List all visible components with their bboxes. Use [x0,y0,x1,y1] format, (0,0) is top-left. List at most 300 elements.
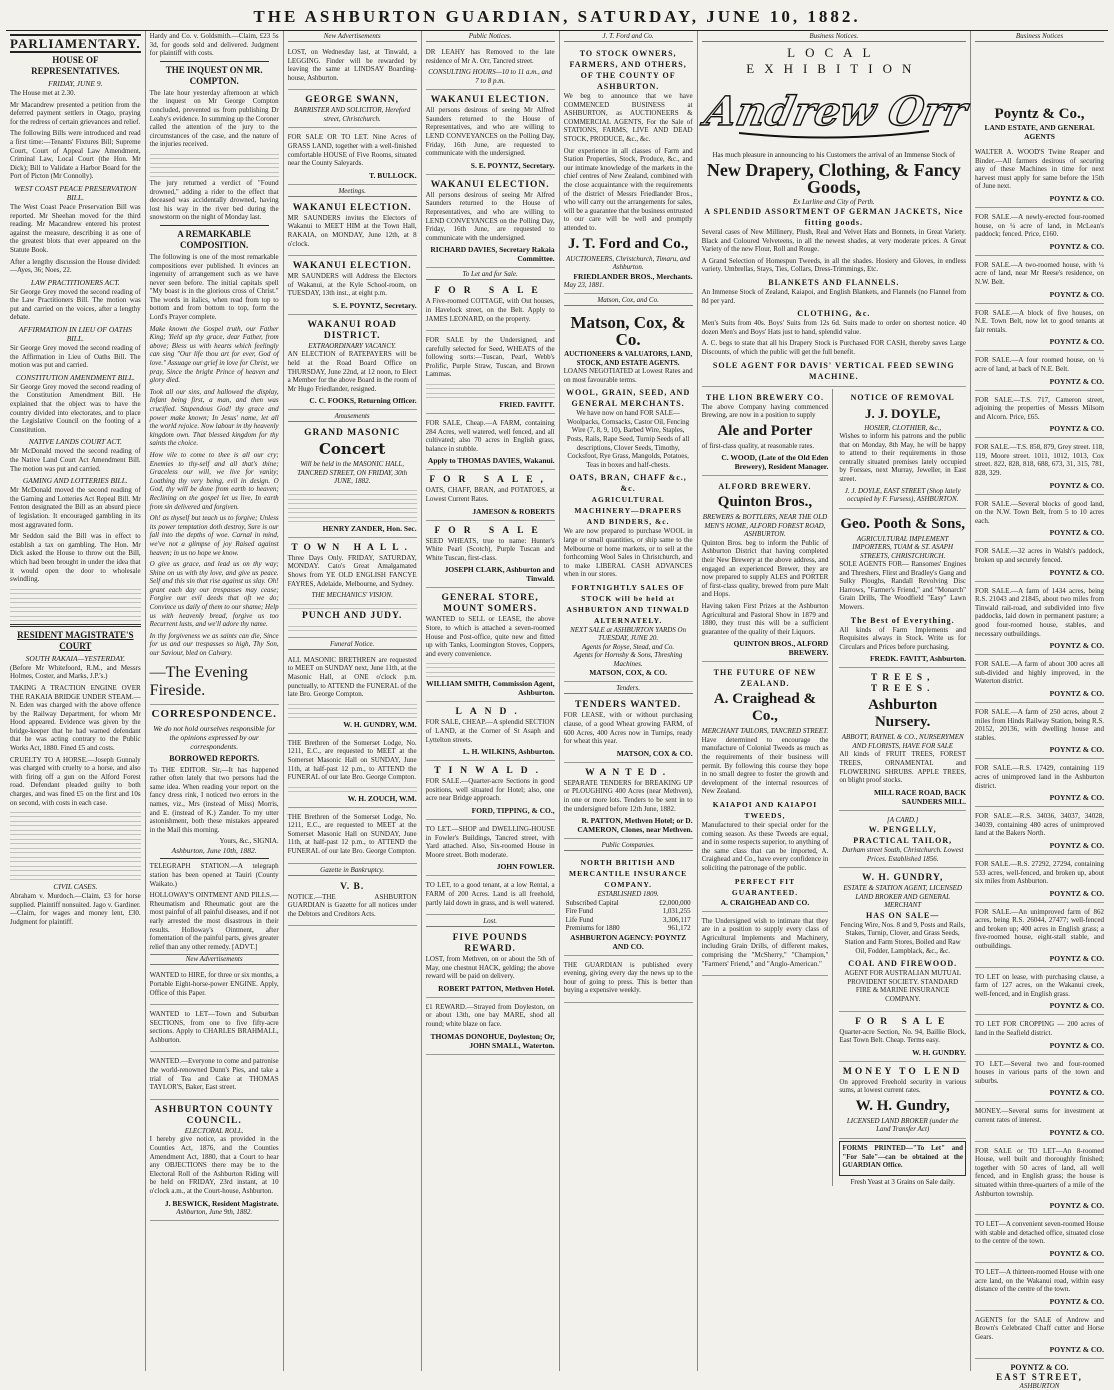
ad-text: WANTED to LET—Town and Suburban SECTIONS, from one to five fifty-acre sections. Apply to CHARLES BRAHMALL, Ashburton. [149,1010,279,1044]
advertisement [288,45,417,90]
text-filler [10,855,141,862]
ad-title: NORTH BRITISH AND MERCANTILE INSURANCE COMPANY. [569,858,688,890]
correspondence-note: We do not hold ourselves responsible for the opinions expressed by our correspondents. [153,723,276,751]
text-filler [10,837,141,844]
listing-text: TO LET FOR CROPPING — 200 acres of land in the Seafield district. [975,1020,1105,1038]
table-row [564,916,693,925]
table-cell: Life Fund [565,915,594,924]
listing-text: FOR SALE.—A block of five houses, on N.E. Town Belt, now let to good tenants at fair rentals. [975,308,1105,334]
paragraph: The late hour yesterday afternoon at which the inquest on Mr George Compton concluded, prevented us from publishing Dr Leahy's evidence. In summing up the Coroner called the attention of the jury to the circumstances of the case, and the nature of the injuries received. [149,88,279,149]
advertisement [564,697,693,762]
listing-text: FOR SALE.—T.S. 717, Cameron street, adjoining the properties of Messrs Milsom and Alcorn. Price, £65. [975,395,1105,421]
divider [160,225,269,226]
ad-signature: POYNTZ & CO. [1010,1362,1069,1372]
listing-item [975,1313,1104,1359]
ad-text: All kinds of Farm Implements and Requisites always in Stock. Write us for Circulars and Prices before purchasing. [839,625,967,651]
advertisement-quinton [702,478,829,662]
ad-title: W. PENGELLY, PRACTICAL TAILOR, [853,825,953,846]
advertisement [288,317,417,410]
ad-text: FOR LEASE, with or without purchasing clause, of a good Wheat growing FARM, of 600 Acres, 400 Acres now in Turnips, ready for wheat this year. [563,711,693,746]
ad-text: LOST, from Methven, on or about the 5th of May, one chestnut HACK, gelding; the above reward will be paid on delivery. [425,955,555,981]
advertisement [150,1102,279,1221]
listing-item [975,761,1104,807]
table-cell: Fire Fund [565,907,594,916]
columns [6,31,1108,1390]
listing-text: TO LET—A convenient seven-roomed House with stable and detached office, situated close to the centre of the town. [975,1220,1105,1246]
advertisement [288,736,417,808]
text-filler [150,170,279,177]
paragraph: Abraham v. Murdoch.—Claim, £3 for horse supplied. Plaintiff nonsuited. Jago v. Gardiner.—Claim, for wages and money lent, £30. Judgment for plaintiff. [10,892,141,926]
listing-text: FOR SALE.—A farm of 250 acres, about 2 miles from Hinds Railway Station, being R.S. 20152, 20136, with dwelling house and stables. [975,707,1105,742]
ad-subtitle: HOSIER, CLOTHIER, &c., [864,423,942,432]
listing-text: FOR SALE.—A farm of about 300 acres all sub-divided and highly improved, in the Waterton district. [975,660,1105,686]
headline-correspondence: CORRESPONDENCE. [151,707,277,720]
ad-title: GEORGE SWANN, [305,95,400,106]
section-header: New Advertisements [288,32,417,42]
listing-text: FOR SALE.—R.S. 34036, 34037, 34028, 34039, containing 480 acres of unimproved land at the Bakers North. [975,812,1105,838]
text-filler [288,497,417,504]
exhibition-heading: LOCAL EXHIBITION [746,45,922,76]
ad-title: The Best of Everything. [850,615,955,625]
table-cell: 961,172 [667,924,691,933]
ad-text: Wishes to inform his patrons and the public that on Monday, 8th May, he will be happy to attend to their requirements in those centrally situated premises lately occupied by Forsses, next Murray, Jeweller, in East street. [839,432,967,483]
ad-text: £1 REWARD.—Strayed from Doyleston, on or about 13th, one bay MARE, shod all round; white blaze on face. [425,1002,555,1029]
ad-signature: MATSON, COX, & CO. [589,668,667,678]
ad-text: Our experience in all classes of Farm and Station Properties, Stock, Produce, &c., and our intimate knowledge of the markets in the chief centres of New Zealand, combined with the close acquaintance with the requirements of the district of Messrs Friedlander Bros., who will carry out the arrangements for sales, will be a guarantee that the business entrusted to our care will be well and promptly attended to. [563,146,693,232]
ad-title: OATS, BRAN, CHAFF &c., &c. [569,473,687,494]
poem: O give us grace, and lead us on thy way; Shine on us with thy love, and give us peace. Self and this sin that rise against us slay. Oh! grant each day our trespasses may cease; Forgive our evil deeds that oft we do; Convince us daily of them to our shame; Help us with heavenly bread, forgive us too Recurrent lusts, and we'll adore thy name. [149,560,279,629]
ad-title: WANTED. [585,767,672,778]
paragraph: TAKING A TRACTION ENGINE OVER THE RAKAIA BRIDGE UNDER STEAM.—N. Eden was charged with the above offence by the Railway Department, for whom Mr Hood appeared. Evidence was given by the bridge-keeper that he had warned defendant that he was acting contrary to the Public Works Act, 1880. Fined £5 and costs. [10,683,141,753]
paragraph: The House met at 2.30. [10,89,76,97]
listing-text: FOR SALE.—Several blocks of good land, on the N.W. Town Belt, from 5 to 10 acres each. [975,499,1105,525]
text-filler [10,596,141,603]
ad-signature: J. BESWICK, Resident Magistrate. [164,1198,279,1208]
ad-subtitle: BARRISTER AND SOLICITOR, Hereford street, Christchurch. [294,106,411,123]
ad-title: TREES, TREES. [870,673,935,695]
advertisement-doyle [839,389,966,509]
advertisement-gundry [839,870,966,1011]
ad-text: FOR SALE OR TO LET. Nine Acres of GRASS LAND, together with a well-finished comfortable HOUSE of Five Rooms, situated near the County Saleyards. [287,133,417,168]
ad-subtitle: CONSULTING HOURS—10 to 11 a.m., and 7 to 8 p.m. [428,68,553,85]
advertisement [426,822,555,876]
paragraph: The jury returned a verdict of "Found drowned," adding a rider to the effect that deceased was accidentally drowned, having lost his way in the river bed during the snowstorm on the night of Monday last. [149,178,279,222]
advertisement [150,1007,279,1052]
listing-signature: POYNTZ & CO. [1049,528,1105,538]
text-filler [288,488,417,495]
listing-item [975,1217,1104,1263]
listing-item [975,657,1104,703]
table-row [564,924,693,933]
listing-signature: POYNTZ & CO. [1049,480,1105,490]
ad-signature: Apply to THOMAS DAVIES, Wakanui. [427,456,555,466]
listing-item [975,905,1104,968]
ad-title: TOWN HALL. [291,542,413,553]
advertisement [426,590,555,702]
listing-signature: POYNTZ & CO. [1049,953,1105,963]
ad-text: Have determined to encourage the manufacture of Colonial Tweeds as much as the requirements of their business will permit. By following this course they hope in no small degree to foster the growth and development of the internal resources of New Zealand. [701,735,829,796]
ad-text: A Grand Selection of Homespun Tweeds, in all the shades. Hosiery and Gloves, in endless variety. Umbrellas, Stays, Ties, Collars, Dress-Trimmings, Etc. [701,256,967,274]
listing-item [975,1057,1104,1103]
table-cell: 1,031,255 [662,907,691,916]
ad-subtitle: LAND ESTATE, AND GENERAL AGENTS [984,123,1095,141]
advertisement [426,763,555,820]
ad-date: Ashburton, June 9th, 1882. [176,1207,253,1216]
section-header: Amusements [288,412,417,422]
listing-signature: POYNTZ & CO. [1049,688,1105,698]
advertisement [288,92,417,128]
ad-text: FOR SALE.—Quarter-acre Sections in good positions, well situated for Hotel; also, one acre near Bridge approach. [425,777,555,803]
andrew-orr-logo [700,83,971,146]
ad-intro: Has much pleasure in announcing to his Customers the arrival of an Immense Stock of [712,151,956,159]
ad-title: FOR SALE [434,525,546,536]
ad-signature: ROBERT PATTON, Methven Hotel. [438,983,555,993]
advertisement [426,472,555,520]
listing-item [975,1104,1104,1141]
ad-text: TO LET.—SHOP and DWELLING-HOUSE in Fowler's Buildings, Tancred street, with Yard attached. Also, Six-roomed House in Moore street. Both moderate. [425,824,555,859]
ad-subtitle: MERCHANT TAILORS, TANCRED STREET. [701,727,829,736]
subheading: AFFIRMATION IN LIEU OF OATHS BILL. [18,325,132,344]
section-header: Public Notices. [426,32,555,42]
listing-signature: POYNTZ & CO. [1049,567,1105,577]
ad-text: Having taken First Prizes at the Ashburton Agricultural and Pastoral Show in 1879 and 1880, they trust this will be a sufficient guarantee of the quality of their Liquors. [701,601,829,636]
ad-text: WANTED.—Everyone to come and patronise the world-renowned Dunn's Pies, and take a trial of Tea and Cake at THOMAS TAYLOR'S, Baker, East street. [149,1057,279,1092]
section-header: To Let and for Sale. [426,270,555,280]
ad-text: A Five-roomed COTTAGE, with Out houses, in Havelock street, on the Belt. Apply to JAMES LEONARD, on the property. [425,297,555,323]
advertisement-pengelly [839,813,966,869]
paragraph: After a lengthy discussion the House divided:—Ayes, 36; Noes, 22. [10,257,141,275]
listing-text: TO LET.—Several two and four-roomed houses in various parts of the town and suburbs. [975,1059,1105,1085]
paragraph: (Before Mr Whitefoord, R.M., and Messrs Holmes, Coster, and Marks, J.P.'s.) [10,663,141,681]
listing-item [975,809,1104,855]
ad-text: I hereby give notice, as provided in the Counties Act, 1876, and the Counties Amendment Act, 1880, that a Court to hear any OBJECTIONS there may be to the Electoral Roll of the Ashburton Riding will be held on FRIDAY, 23rd instant, at 10 o'clock a.m., at the Court-house, Ashburton. [149,1135,279,1195]
ad-subtitle: EXTRAORDINARY VACANCY. [308,341,397,350]
ad-title: FOR SALE [855,1016,951,1027]
ad-signature: FORD, TIPPING, & CO., [471,805,555,815]
ad-subtitle: [A CARD.] [887,815,919,824]
ad-signature: C. WOOD, (Late of the Old Eden Brewery), Resident Manager. [721,453,829,472]
listing-signature: POYNTZ & CO. [1049,1040,1105,1050]
yeast-notice: Fresh Yeast at 3 Grains on Sale daily. [850,1177,955,1186]
section-header: New Advertisements [150,954,279,965]
ad-text: SEED WHEATS, true to name: Hunter's White Pearl (Scotch), Purple Tuscan and White Tuscan, first-class. [425,536,555,562]
text-filler [288,711,417,718]
ad-name: W. H. Gundry, [855,1097,950,1114]
ad-title: PERFECT FIT GUARANTEED. [731,876,799,897]
ad-title: WAKANUI ELECTION. [292,202,412,213]
section-header: Business Notices [975,32,1104,42]
listing-text: FOR SALE.—A farm of 1434 acres, being R.S. 21043 and 21845, about two miles from Tinwald rail-road, and subdivided into five paddocks, laid down in permanent pasture; a good four-roomed house, stables, and necessary outbuildings. [975,586,1105,638]
ad-text: NOTICE.—THE ASHBURTON GUARDIAN is Gazette for all notices under the Debtors and Creditors Acts. [287,892,417,918]
ad-text: We have now on hand FOR SALE— Woolpacks, Cornsacks, Castor Oil, Fencing Wire (7, 8, 9, 10), Barbed Wire, Staples, Posts, Rails, Rape Seed, Turnip Seeds of all descriptions, Clover Seeds, Timothy, Cocksfoot, Rye Grass, Mangolds, Potatoes, Teas in boxes and half-chests. [566,409,690,469]
ad-signature: T. BULLOCK. [369,170,417,180]
ad-subtitle: Agents for Hornsby & Sons, Threshing Machines. [573,651,683,668]
paragraph: Mr McDonald moved the second reading of the Native Land Court Act Amendment Bill. The motion was put and carried. [10,447,141,473]
ad-signature: S. E. POYNTZ, Secretary. [332,300,417,310]
ad-text: DR LEAHY has Removed to the late residence of Mr A. Orr, Tancred street. [425,48,555,65]
listing-signature: POYNTZ & CO. [1049,1127,1105,1137]
section-title-court: RESIDENT MAGISTRATE'S COURT [17,629,134,651]
ad-title: FORTNIGHTLY SALES OF STOCK will be held at ASHBURTON AND TINWALD ALTERNATELY. [566,582,690,625]
headline-composition: A REMARKABLE COMPOSITION. [177,228,252,250]
subheading: GAMING AND LOTTERIES BILL. [22,476,128,486]
paragraph: Mr Seddon said the Bill was in effect to establish a tax on gambling. The Hon. Mr Dick asked the House to throw out the Bill, which had been brought in under the idea that it would open the door to wholesale swindling. [10,532,141,584]
ad-title: WAKANUI ROAD DISTRICT. [307,319,397,341]
ad-title: TENDERS WANTED. [575,700,682,711]
ad-signature: W. H. GUNDRY, W.M. [343,719,417,729]
text-filler [10,614,141,621]
listing-text: FOR SALE.—A two-roomed house, with ¼ acre of land, near Mr Reese's residence, on N.W. Belt. [975,260,1105,286]
ad-subtitle: Agents for Royse, Stead, and Co. [582,642,675,651]
subheading: CONSTITUTION AMENDMENT BILL. [15,372,135,382]
subcolumn-right [839,389,966,1186]
listing-item [975,393,1104,439]
ad-title: THE LION BREWERY CO. [705,392,825,402]
ad-text: All persons desirous of seeing Mr Alfred Saunders returned to the House of Representatives, and who are willing to LEND CONVEYANCES on the Polling Day, Friday, 16th June, are requested to communicate with the undersigned. [425,190,555,242]
listing-item [975,1017,1104,1054]
paragraph: Sir George Grey moved the second reading of the Law Practitioners Bill. The motion was put and carried on the voices, after a lengthy debate. [10,287,141,322]
ad-signature: FRIED. FAVITT. [499,400,555,410]
ad-text: An Immense Stock of Zealand, Kaiapoi, and English Blankets, and Flannels (no Flannel from 8d per yard. [701,287,967,305]
ad-text: THE GUARDIAN is published every evening, giving every day the news up to the hour of going to press. This is better than buying a expensive weekly. [563,960,693,995]
advertisement [426,283,555,331]
ad-title: AGRICULTURAL MACHINERY—DRAPERS AND BINDERS, &c. [574,495,682,527]
masthead: THE ASHBURTON GUARDIAN, SATURDAY, JUNE 10, 1882. [6,6,1108,31]
ad-subtitle: AUCTIONEERS, Christchurch, Timaru, and Ashburton. [566,254,691,271]
listing-signature: POYNTZ & CO. [1049,1201,1105,1211]
advertisement [426,930,555,998]
ad-text: SOLE AGENTS FOR— Ransomes' Engines and Threshers, Flirst and Bradley's Gang and Sulky Ploughs, Randall Revolving Disc Harrows, "Farmer's Friend," and "Monarch" Grain Drills, The Woodfield "Easy" Lawn Mowers. [839,560,967,612]
paragraph: HOLLOWAY'S OINTMENT AND PILLS.—Rheumatism and Rheumatic gout are the most painful of all painful diseases, and if not early arrested the most disastrous in their results. Holloway's Ointment, after fomentation of the painful parts, gives greater relief than any other remedy. [ADVT.] [149,891,279,951]
advertisement [288,130,417,184]
text-filler [288,785,417,792]
ad-title: ASHBURTON COUNTY COUNCIL. [154,1104,274,1126]
subheading: LAW PRACTITIONERS ACT. [30,277,120,287]
text-filler [10,828,141,835]
ad-subtitle: Durham street South, Christchurch. Lowest Prices. Established 1856. [841,846,964,863]
listing-signature: POYNTZ & CO. [1049,1344,1105,1354]
ad-text: A. C. begs to state that all his Drapery Stock is Purchased FOR CASH, thereby saves Large Discounts, of which the public will get the full benefit. [701,339,967,356]
ad-text: LOST, on Wednesday last, at Tinwald, a LEGGING. Finder will be rewarded by leaving the same at LINDSAY Boarding-house, Ashburton. [287,48,417,82]
table-cell: £2,000,000 [659,898,691,907]
paragraph: CRUELTY TO A HORSE.—Joseph Gunnaly was charged with cruelty to a horse, and also with firing off a gun on the Alford Forest road. Defendant pleaded guilty to both charges, and was fined £5 on the first and 10s on second, with costs in each case. [10,755,141,807]
ad-text: WANTED to SELL or LEASE, the above Store, to which is attached a seven-roomed House and Post-office, quite new and fitted up with Tanks, Loomington Stoves, Coppers, and every convenience. [425,615,555,658]
ad-text: of first-class quality, at reasonable rates. [701,441,815,450]
paragraph: Mr Macandrew presented a petition from the deferred payment settlers in Otago, praying for the redress of certain grievances and relief. [10,100,141,126]
advertisement [564,854,693,956]
text-filler [10,587,141,594]
advertisement [564,958,693,1003]
ad-signature: JOHN FOWLER. [496,862,555,872]
ad-title: ALFORD BREWERY. [718,482,812,492]
listing-text: TO LET on lease, with purchasing clause, a farm of 127 acres, on the Wakanui creek, well-fenced, and in English grass. [975,972,1105,998]
subcolumn-left [702,389,834,1186]
listing-text: FOR SALE.—A newly-erected four-roomed house, on ¼ acre of land, in McLean's paddock; fenced. Price, £160. [975,212,1105,239]
address-street: EAST STREET, [996,1371,1083,1382]
letter-date: Ashburton, June 10th, 1882. [171,846,257,856]
ad-text: On approved Freehold security in various sums, at lowest current rates. [839,1077,967,1095]
ad-name: A. Craighead & Co., [713,691,816,725]
advertisement [426,92,555,175]
listing-text: WALTER A. WOOD'S Twine Reaper and Binder.—All farmers desirous of securing any of these Machines in time for next harvest must apply for same before the 15th of June next. [975,148,1105,191]
ad-subtitle: ESTABLISHED 1809. [597,890,659,899]
divider [160,858,269,859]
ad-signature: A. CRAIGHEAD AND CO. [720,897,810,907]
section-header: Lost. [426,917,555,927]
ad-text: FOR SALE by the Undersigned, and carefully selected for Seed, WHEATS of the following sorts:—Tuscan, Pearl, Webb's Prolific, Purple Straw, Tuscan, and Brown Lammas. [425,336,555,379]
date: FRIDAY, JUNE 9. [48,79,103,88]
listing-signature: POYNTZ & CO. [1049,1296,1105,1306]
advertisement-nursery [839,670,966,810]
ad-title: CLOTHING, &c. [797,309,871,319]
ad-title: KAIAPOI AND KAIAPOI TWEEDS, [712,800,818,820]
ad-signature: S. E. POYNTZ, Secretary. [470,160,555,170]
text-filler [10,819,141,826]
address-town: ASHBURTON [1019,1381,1060,1390]
listing-item [975,353,1104,390]
advertisement [288,653,417,734]
ad-text: SEPARATE TENDERS for BREAKING UP or PLOUGHING 400 Acres (near Methven), in one or more lots. Tenders to be sent in to the undersigned before 12th June, 1882. [563,778,693,813]
ad-text: Manufactured to their special order for the coming season. As these Tweeds are equal, and in some respects superior, to anything of the same class that can be imported, A. Craighead and Co., have every confidence in soliciting the patronage of the public. [701,821,829,872]
subheading: WEST COAST PEACE PRESERVATION BILL. [14,183,137,202]
listing-text: MONEY.—Several sums for investment at current rates of interest. [975,1107,1105,1124]
listing-text: FOR SALE.—An unimproved farm of 862 acres, being R.S. 26044, 27477; well-fenced and broken up; 400 acres in English grass; a five-roomed house, eight-stall stable, and outbuildings. [975,907,1105,951]
ad-text: AN ELECTION of RATEPAYERS will be held at the Road Board Office on THURSDAY, June 22nd, at 12 noon, to Elect a Member for the above Board in the room of Mr Hugo Friedlander, resigned. [287,350,417,393]
column-news [146,31,284,1371]
ad-title: A SPLENDID ASSORTMENT OF GERMAN JACKETS, Nice fitting goods. [704,207,964,227]
text-filler [426,661,555,668]
subheading: CIVIL CASES. [53,882,98,892]
text-filler [150,161,279,168]
advertisement [150,1054,279,1099]
section-title-parliamentary: PARLIAMENTARY. [10,36,141,51]
advertisement [426,45,555,90]
ad-signature: FREDK. FAVITT, Ashburton. [869,654,967,664]
ad-title: WAKANUI ELECTION. [430,179,550,190]
text-filler [10,605,141,612]
advertisement-implements [702,914,829,977]
ad-subtitle: THE MECHANICS' VISION. [311,591,393,600]
ad-title: FOR SALE, [429,475,551,486]
listing-item [975,210,1104,256]
listing-text: FOR SALE.—R.S. 27292, 27294, containing 533 acres, well-fenced, and broken up, about six miles from Ashburton. [975,859,1105,886]
letter-signature: Yours, &c., SIGNIA. [219,837,279,846]
ad-text: FOR SALE, CHEAP.—A splendid SECTION of LAND, at the Corner of St Asaph and Lyttelton streets. [425,718,555,744]
ad-subtitle: AGRICULTURAL IMPLEMENT IMPORTERS, TUAM & ST. ASAPH STREETS, CHRISTCHURCH. [852,534,954,560]
ad-signature: RICHARD DAVIES, Secretary Rakaia Committee. [430,245,555,264]
ad-signature: MILL RACE ROAD, BACK SAUNDERS MILL. [873,787,967,806]
table-row [564,899,693,908]
listing-item [975,857,1104,903]
text-filler [288,624,417,631]
advertisement-forms [839,1141,966,1176]
ad-title: GRAND MASONIC [304,428,401,439]
listing-text: FOR SALE or TO LET—An 8-roomed House, well built and thoroughly finished; together with 50 acres of land, all well fenced, and in English grass; the house is situated within three-quarters of a mile of the Ashburton township. [975,1146,1105,1198]
advertisement [288,810,417,864]
column-poyntz [971,31,1108,1390]
ad-title: PUNCH AND JUDY. [301,610,403,621]
ad-text: Quinton Bros. beg to inform the Public of Ashburton District that having completed their New Brewery at the above address, and engaged an experienced Brewer, they are now prepared to supply ALES and PORTER of first-class quality, brewed from pure Malt and Hops. [701,538,829,599]
listing-signature: POYNTZ & CO. [1049,641,1105,651]
ad-title: W. H. GUNDRY, [861,873,944,884]
ad-subtitle: ESTATE & STATION AGENT, LICENSED LAND BROKER AND GENERAL MERCHANT [843,884,962,910]
spacer [975,45,1104,105]
advertisement [426,333,555,414]
advertisement [426,523,555,589]
logo-icon [700,83,971,141]
listing-item [975,497,1104,543]
ad-title: HAS ON SALE— [866,910,940,920]
ad-subtitle: NEXT SALE at ASHBURTON YARDS On TUESDAY, JUNE 20. [570,625,687,643]
listing-item [975,306,1104,352]
ad-signature: W. H. ZOUCH, W.M. [347,793,417,803]
court-place: SOUTH RAKAIA—YESTERDAY. [25,653,125,663]
ad-subtitle: AUCTIONEERS & VALUATORS, LAND, STOCK, AND ESTATE AGENTS. [564,350,693,367]
listing-text: TO LET—A thirteen-roomed House with one acre land, on the Wakanui road, within easy distance of the centre of the town. [975,1267,1105,1294]
ad-signature: J. J. DOYLE, EAST STREET (Shop lately occupied by F. Fursess), ASHBURTON. [844,486,961,504]
ad-text: Quarter-acre Section, No. 94, Baillie Block, East Town Belt. Cheap. Terms easy. [839,1027,967,1045]
ad-signature: C. C. FOOKS, Returning Officer. [309,396,417,406]
listing-signature: POYNTZ & CO. [1049,745,1105,755]
poem: Oh! as thyself but teach us to forgive; Unless its power temptation doth destroy, Sure is our fall into the depths of woe. Carnal in mind, we've not a glimpse of joy Raised against heaven; in us no hope we know. [149,514,279,557]
subheading: NATIVE LANDS COURT ACT. [28,437,122,447]
subtitle-house: HOUSE OF REPRESENTATIVES. [31,55,120,76]
ad-signature: JOSEPH CLARK, Ashburton and Tinwald. [444,565,555,584]
ad-name: Ale and Porter [717,422,813,439]
advertisement-for-sale [839,1014,966,1062]
ad-title: SOLE AGENT FOR DAVIS' VERTICAL FEED SEWING MACHINE. [712,360,955,381]
listing-text: FOR SALE.—A four roomed house, on ¼ acre of land, at back of N.E. Belt. [975,356,1105,373]
paragraph: To THE EDITOR. Sir,—It has happened rather often lately that two persons had the same idea. When reading your report on the fancy dress rink, I noticed two errors in the names, viz., Mrs (instead of Miss) Morris, and E. (instead of K.) Zander. To my utter astonishment, both these mistakes appeared in the Mail this morning. [149,765,279,834]
ad-text: MR SAUNDERS invites the Electors of Wakanui to MEET HIM at the Town Hall, RAKAIA, on MONDAY, June 12th, at 8 o'clock. [287,213,417,248]
ad-subtitle: ELECTORAL ROLL. [184,1126,244,1135]
listing-signature: POYNTZ & CO. [1049,376,1105,386]
text-filler [10,873,141,880]
ad-text: The Undersigned wish to intimate that they are in a position to supply every class of Agricultural Implements and Machinery, including Grain Drills, of different makes, comprising the "McSherry," "Champion," "Farmers' Friend," and "Anglo-American." [701,916,829,968]
listing-item [975,705,1104,759]
section-header: Funeral Notice. [288,640,417,650]
listing-item [975,145,1104,208]
listing-text: AGENTS for the SALE of Andrew and Brown's Celebrated Chaff cutter and Horse Gears. [975,1315,1105,1341]
ad-text: WANTED to HIRE, for three or six months, a Portable Eight-horse-power ENGINE. Apply, Office of this Paper. [149,971,279,997]
ad-title: MONEY TO LEND [842,1066,963,1077]
column-new-advertisements [284,31,422,1371]
ad-name: J. T. Ford and Co., [567,235,689,252]
ad-text: OATS, CHAFF, BRAN, and POTATOES, at Lowest Current Rates. [425,486,555,504]
ad-text: AGENT FOR AUSTRALIAN MUTUAL PROVIDENT SOCIETY. STANDARD FIRE & MARINE INSURANCE COMPANY. [844,969,962,1003]
advertisement-money [839,1064,966,1139]
text-filler [426,382,555,389]
listing-item [975,584,1104,656]
advertisement [426,1000,555,1055]
listing-item [975,1265,1104,1311]
listing-signature: POYNTZ & CO. [1049,793,1105,803]
paragraph: The following Bills were introduced and read a first time:—Tenants' Fixtures Bill; Supreme Court, Court of Appeal Law Amendment, Criminal Law, Local Court (the Hon. Mr Dick); Bill to Validate a Harbor Board for the Port of Picton (Mr Connolly). [10,129,141,181]
listing-item [975,258,1104,304]
ad-name: Ashburton Nursery. [868,697,938,731]
poem: In thy forgiveness we as saints can die, Since for us and our trespasses so high, Thy Son, our Saviour, bled on Calvary. [149,631,279,658]
listing-signature: POYNTZ & CO. [1049,1248,1105,1258]
ad-text: Men's Suits from 40s. Boys' Suits from 12s 6d. Suits made to order on shortest notice. 40 dozen Men's and Boys' Hats just to hand, splendid value. [701,319,967,336]
ad-text: FORMS PRINTED—"To Let" and "For Sale"—can be obtained at the GUARDIAN Office. [842,1143,964,1170]
ad-name: J. J. DOYLE, [864,405,941,421]
ad-signature: R. PATTON, Methven Hotel; or D. CAMERON, Clones, near Methven. [577,816,693,835]
ad-subtitle: LICENSED LAND BROKER (under the Land Transfer Act) [846,1116,959,1134]
text-filler [10,846,141,853]
ad-date: May 23, 1881. [563,280,605,289]
listing-text: FOR SALE.—R.S. 17429, containing 119 acres of unimproved land in the Ashburton district. [975,764,1105,790]
finance-table [564,899,693,933]
